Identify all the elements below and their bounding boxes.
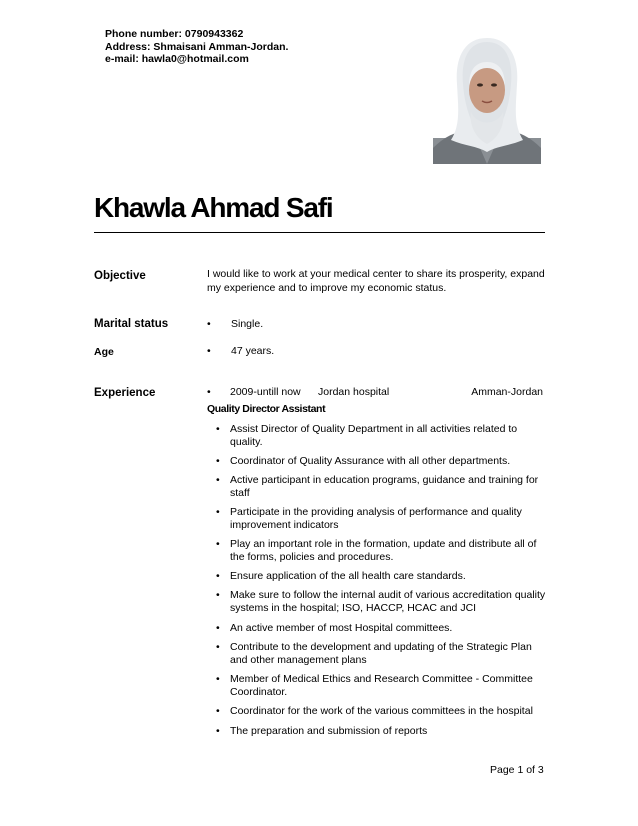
bullet-icon: • — [216, 589, 220, 601]
page-number: Page 1 of 3 — [490, 764, 544, 776]
duty-text: The preparation and submission of reports — [230, 725, 428, 737]
bullet-icon: • — [216, 423, 220, 435]
duty-text: Member of Medical Ethics and Research Committee - Committee Coordinator. — [230, 673, 533, 698]
list-item — [216, 474, 546, 500]
list-item — [216, 455, 546, 468]
duty-text: Participate in the providing analysis of performance and quality improvement indicators — [230, 506, 522, 531]
list-item — [216, 705, 546, 718]
phone-number: Phone number: 0790943362 — [105, 28, 244, 40]
duty-text: An active member of most Hospital committees. — [230, 622, 453, 634]
marital-status-value: Single. — [231, 318, 264, 330]
bullet-icon: • — [216, 538, 220, 550]
list-item — [216, 589, 546, 615]
duty-text: Coordinator for the work of the various committees in the hospital — [230, 705, 533, 717]
list-item — [216, 570, 546, 583]
bullet-icon: • — [207, 386, 211, 398]
duty-text: Coordinator of Quality Assurance with all other departments. — [230, 455, 511, 467]
email: e-mail: hawla0@hotmail.com — [105, 53, 249, 65]
header-divider — [94, 232, 545, 233]
list-item — [216, 641, 546, 667]
objective-text: I would like to work at your medical center to share its prosperity, expand my experience and to improve my economic status. — [207, 268, 545, 294]
duty-text: Play an important role in the formation, update and distribute all of the forms, policies and procedures. — [230, 538, 537, 563]
list-item — [216, 622, 546, 635]
age-label: Age — [94, 346, 114, 358]
marital-status-item — [207, 318, 263, 330]
contact-block — [105, 28, 288, 66]
address: Address: Shmaisani Amman-Jordan. — [105, 40, 289, 53]
experience-label: Experience — [94, 387, 156, 399]
age-value: 47 years. — [231, 345, 275, 357]
age-item — [207, 345, 274, 357]
duty-text: Assist Director of Quality Department in all activities related to quality. — [230, 423, 518, 448]
list-item — [216, 673, 546, 699]
list-item — [216, 725, 546, 738]
experience-location: Amman-Jordan — [471, 386, 543, 398]
bullet-icon: • — [216, 455, 220, 467]
bullet-icon: • — [207, 318, 211, 330]
duty-text: Make sure to follow the internal audit of various accreditation quality systems in the hospital; ISO, HACCP, HCAC and JCI — [230, 589, 546, 614]
applicant-name: Khawla Ahmad Safi — [94, 192, 333, 223]
bullet-icon: • — [216, 705, 220, 717]
experience-period: 2009-untill now — [230, 386, 301, 398]
bullet-icon: • — [216, 725, 220, 737]
bullet-icon: • — [216, 641, 220, 653]
bullet-icon: • — [216, 570, 220, 582]
duty-text: Ensure application of the all health care standards. — [230, 570, 466, 582]
duty-text: Contribute to the development and updating of the Strategic Plan and other management plans — [230, 641, 532, 666]
bullet-icon: • — [207, 345, 211, 357]
bullet-icon: • — [216, 506, 220, 518]
list-item — [216, 423, 546, 449]
list-item — [216, 538, 546, 564]
objective-label: Objective — [94, 270, 146, 282]
experience-role: Quality Director Assistant — [207, 403, 326, 415]
duty-text: Active participant in education programs, guidance and training for staff — [230, 474, 539, 499]
list-item — [216, 506, 546, 532]
profile-photo — [433, 28, 541, 164]
bullet-icon: • — [216, 673, 220, 685]
bullet-icon: • — [216, 622, 220, 634]
experience-employer: Jordan hospital — [318, 386, 390, 398]
marital-status-label: Marital status — [94, 318, 169, 330]
bullet-icon: • — [216, 474, 220, 486]
